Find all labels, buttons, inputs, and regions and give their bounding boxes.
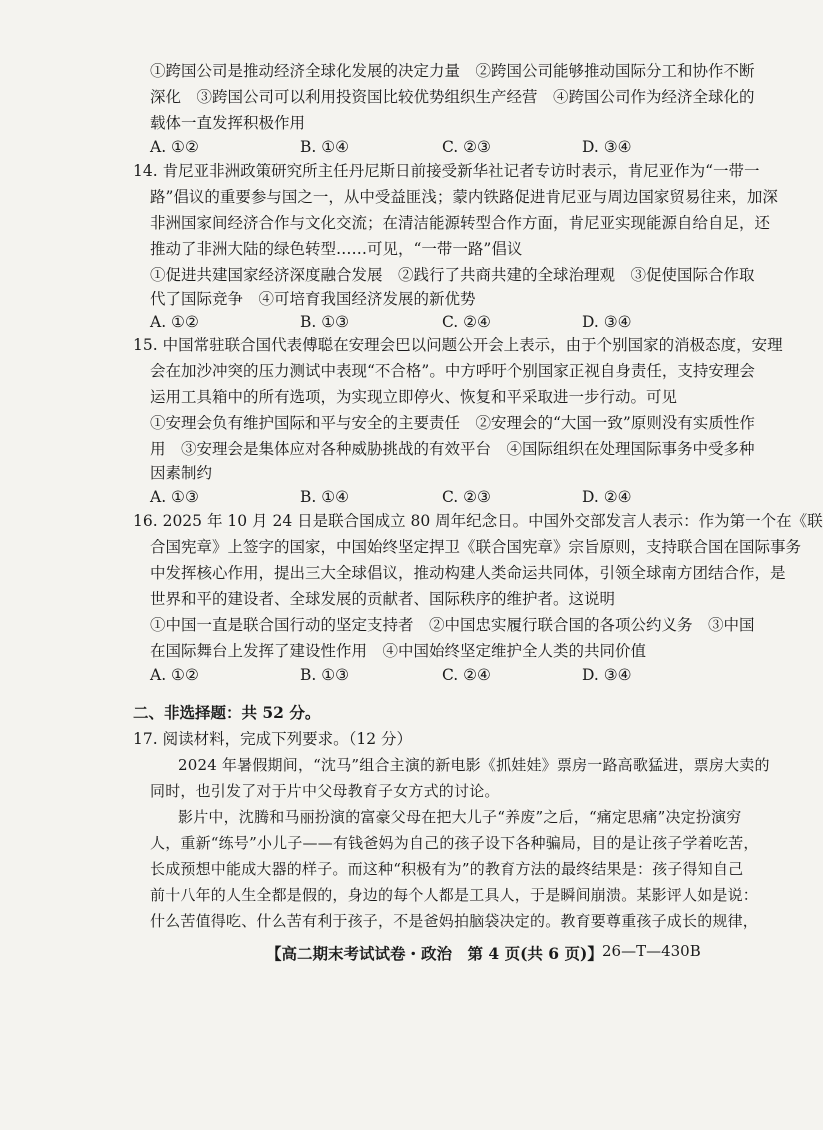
q14-option-d: D. ③④ (582, 313, 632, 331)
q17-title: 17. 阅读材料，完成下列要求。（12 分） (133, 730, 412, 748)
page-footer-title: 【高二期末考试试卷・政治 第 4 页(共 6 页)】 (266, 944, 603, 963)
q14-line-5: ①促进共建国家经济深度融合发展 ②践行了共商共建的全球治理观 ③促使国际合作取 (150, 266, 755, 284)
q15-option-a: A. ①③ (150, 488, 199, 506)
q16-option-d: D. ③④ (582, 666, 632, 684)
q16-line-6: 在国际舞台上发挥了建设性作用 ④中国始终坚定维护全人类的共同价值 (150, 642, 647, 660)
q15-option-c: C. ②③ (442, 488, 491, 506)
q14-option-a: A. ①② (150, 313, 199, 331)
q13-line-2: 深化 ③跨国公司可以利用投资国比较优势组织生产经营 ④跨国公司作为经济全球化的 (150, 88, 755, 106)
q14-line-3: 非洲国家间经济合作与文化交流；在清洁能源转型合作方面，肯尼亚实现能源自给自足，还 (150, 214, 771, 232)
q14-option-b: B. ①③ (300, 313, 350, 331)
q16-option-a: A. ①② (150, 666, 199, 684)
section-heading: 二、非选择题：共 52 分。 (133, 703, 321, 722)
q17-para1-line-1: 2024 年暑假期间，“沈马”组合主演的新电影《抓娃娃》票房一路高歌猛进，票房大卖的 (178, 756, 770, 774)
q16-line-2: 合国宪章》上签字的国家，中国始终坚定捍卫《联合国宪章》宗旨原则，支持联合国在国际事务 (150, 538, 802, 556)
q13-option-c: C. ②③ (442, 138, 491, 156)
q15-option-d: D. ②④ (582, 488, 632, 506)
q14-option-c: C. ②④ (442, 313, 491, 331)
q17-para1-line-2: 同时，也引发了对于片中父母教育子女方式的讨论。 (150, 782, 500, 800)
q13-option-d: D. ③④ (582, 138, 632, 156)
q16-line-5: ①中国一直是联合国行动的坚定支持者 ②中国忠实履行联合国的各项公约义务 ③中国 (150, 616, 755, 634)
q13-line-3: 载体一直发挥积极作用 (150, 114, 306, 132)
q16-option-b: B. ①③ (300, 666, 350, 684)
q17-para2-line-3: 长成预想中能成大器的样子。而这种“积极有为”的教育方法的最终结果是：孩子得知自己 (150, 860, 744, 878)
q13-option-b: B. ①④ (300, 138, 350, 156)
q14-line-1: 14. 肯尼亚非洲政策研究所主任丹尼斯日前接受新华社记者专访时表示，肯尼亚作为“一带一 (133, 162, 760, 180)
q17-para2-line-4: 前十八年的人生全都是假的，身边的每个人都是工具人，于是瞬间崩溃。某影评人如是说： (150, 886, 759, 904)
q15-option-b: B. ①④ (300, 488, 350, 506)
q14-line-4: 推动了非洲大陆的绿色转型……可见，“一带一路”倡议 (150, 240, 523, 258)
q15-line-2: 会在加沙冲突的压力测试中表现“不合格”。中方呼吁个别国家正视自身责任，支持安理会 (150, 362, 755, 380)
q15-line-5: 用 ③安理会是集体应对各种威胁挑战的有效平台 ④国际组织在处理国际事务中受多种 (150, 440, 755, 458)
q17-para2-line-5: 什么苦值得吃、什么苦有利于孩子，不是爸妈拍脑袋决定的。教育要尊重孩子成长的规律， (150, 912, 759, 930)
q16-line-3: 中发挥核心作用，提出三大全球倡议，推动构建人类命运共同体，引领全球南方团结合作，是 (150, 564, 786, 582)
q16-line-1: 16. 2025 年 10 月 24 日是联合国成立 80 周年纪念日。中国外交部发言人表示：作为第一个在《联 (133, 512, 823, 530)
q15-line-6: 因素制约 (150, 464, 213, 482)
q13-option-a: A. ①② (150, 138, 199, 156)
q15-line-3: 运用工具箱中的所有选项，为实现立即停火、恢复和平采取进一步行动。可见 (150, 388, 678, 406)
q17-para2-line-1: 影片中，沈腾和马丽扮演的富豪父母在把大儿子“养废”之后，“痛定思痛”决定扮演穷 (178, 808, 742, 826)
q14-line-2: 路”倡议的重要参与国之一，从中受益匪浅；蒙内铁路促进肯尼亚与周边国家贸易往来，加深 (150, 188, 778, 206)
q15-line-1: 15. 中国常驻联合国代表傅聪在安理会巴以问题公开会上表示，由于个别国家的消极态度，安理 (133, 336, 783, 354)
page-footer-code: 26—T—430B (602, 942, 701, 960)
q15-line-4: ①安理会负有维护国际和平与安全的主要责任 ②安理会的“大国一致”原则没有实质性作 (150, 414, 755, 432)
q17-para2-line-2: 人，重新“练号”小儿子——有钱爸妈为自己的孩子设下各种骗局，目的是让孩子学着吃苦， (150, 834, 759, 852)
q14-line-6: 代了国际竞争 ④可培育我国经济发展的新优势 (150, 290, 476, 308)
q16-line-4: 世界和平的建设者、全球发展的贡献者、国际秩序的维护者。这说明 (150, 590, 616, 608)
q13-line-1: ①跨国公司是推动经济全球化发展的决定力量 ②跨国公司能够推动国际分工和协作不断 (150, 62, 755, 80)
q16-option-c: C. ②④ (442, 666, 491, 684)
